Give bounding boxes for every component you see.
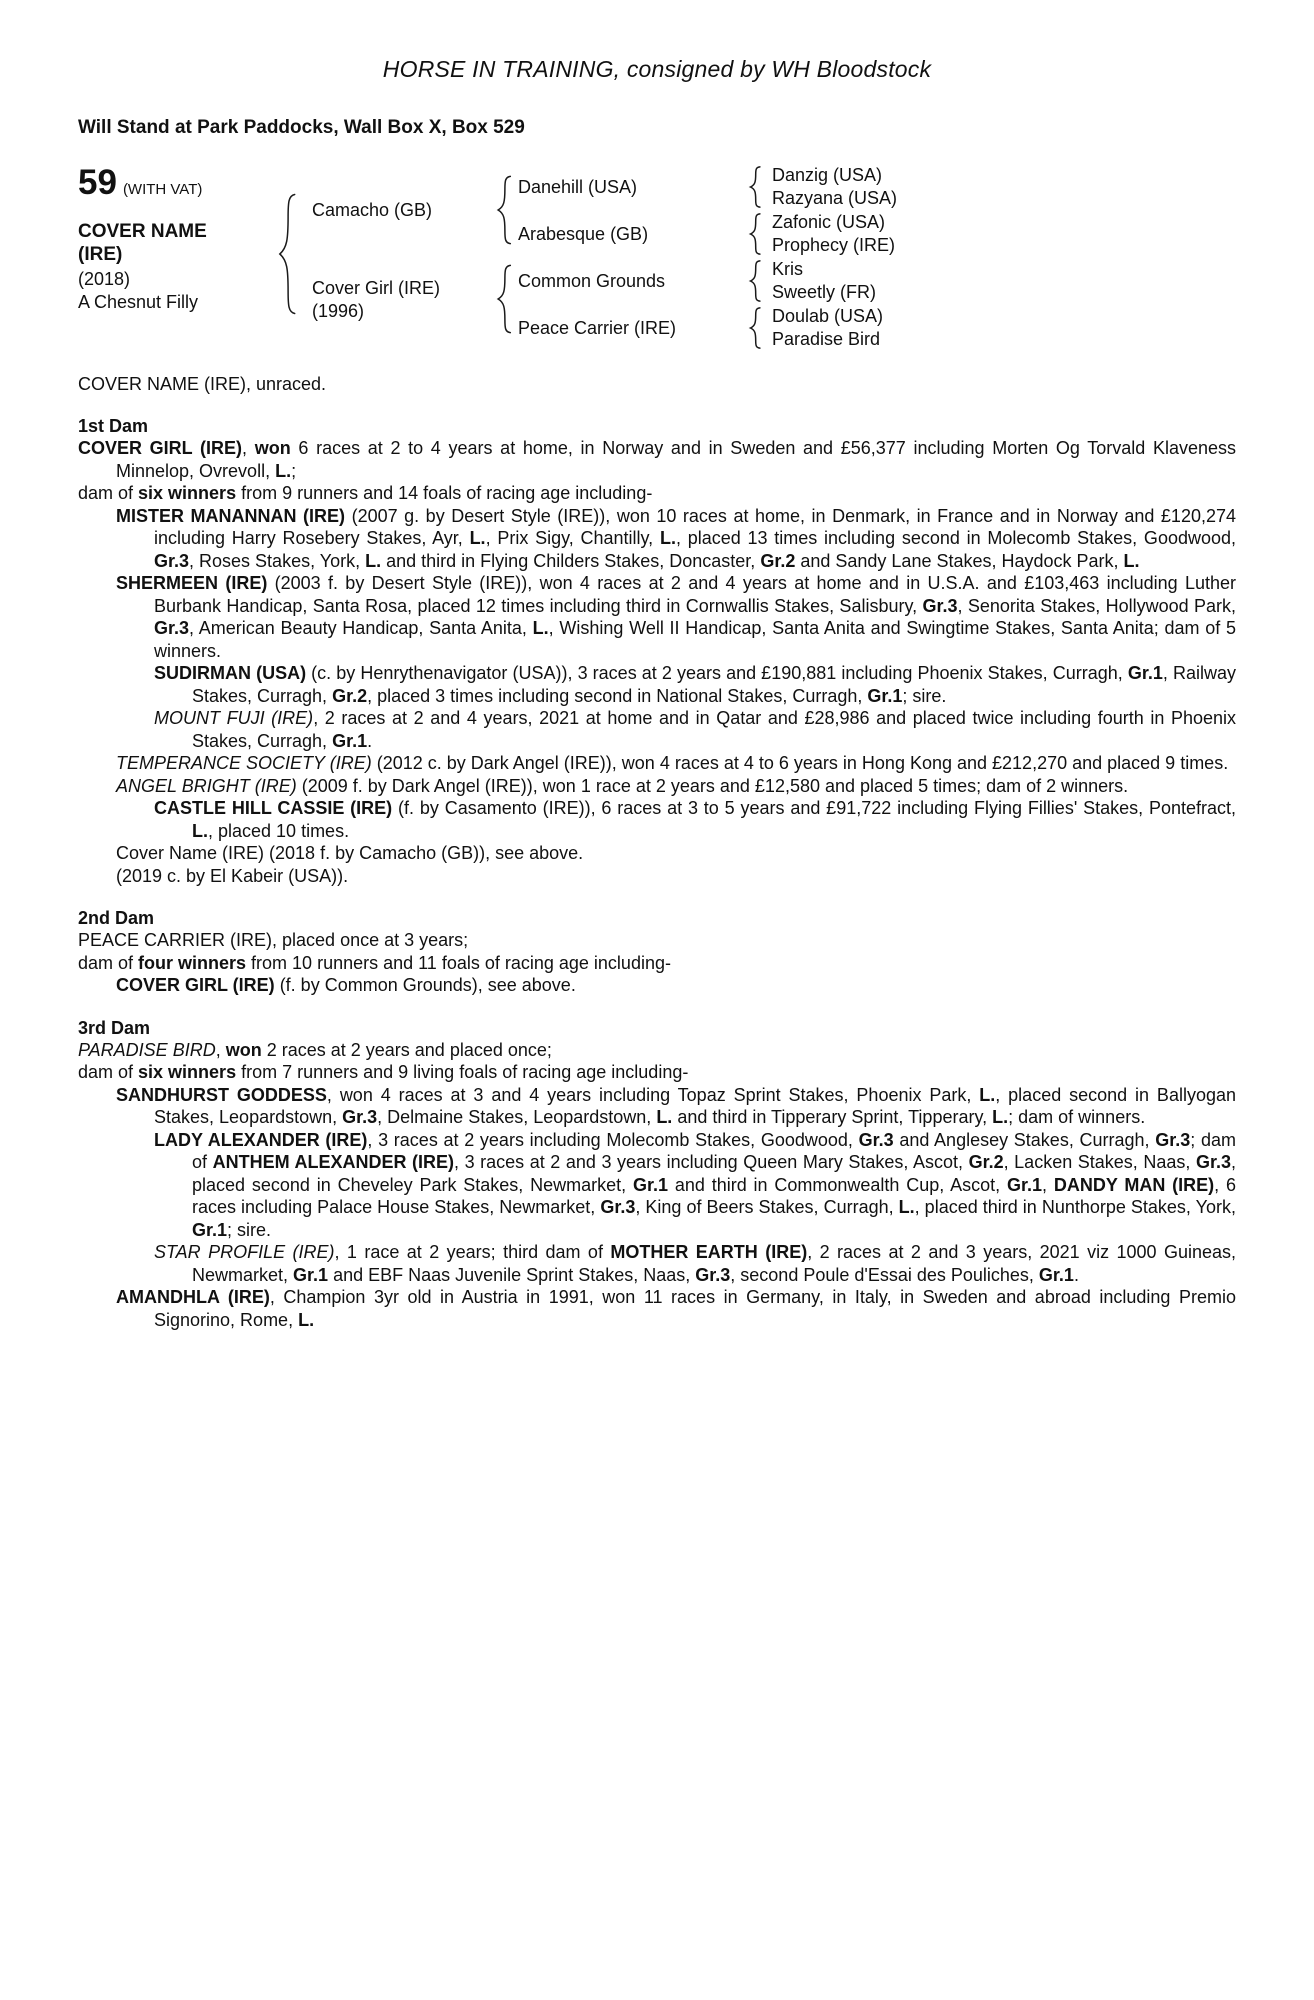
text-segment: , placed second in Cheveley Park Stakes, Newmarket, bbox=[192, 1152, 1236, 1195]
catalog-paragraph bbox=[78, 482, 1236, 505]
text-segment: , 6 races including Palace House Stakes, Newmarket, bbox=[192, 1174, 1236, 1217]
text-segment: (2012 c. by Dark Angel (IRE)), won 4 races at 4 to 6 years in Hong Kong and £212,270 and placed 9 times. bbox=[371, 753, 1229, 773]
text-segment: ; bbox=[291, 460, 297, 481]
catalog-paragraph bbox=[116, 1084, 1236, 1129]
text-segment: , 2 races at 2 and 3 years, 2021 viz 1000 Guineas, Newmarket, bbox=[192, 1242, 1237, 1285]
section-heading: 3rd Dam bbox=[78, 1017, 151, 1038]
great-grandparent-name: Danzig (USA) bbox=[772, 165, 883, 185]
text-segment: . bbox=[1073, 1264, 1079, 1285]
catalog-paragraph bbox=[154, 797, 1237, 842]
text-segment: four winners bbox=[138, 952, 247, 973]
catalog-paragraph bbox=[78, 1061, 1236, 1084]
section-body bbox=[78, 1039, 1236, 1332]
text-segment: , 3 races at 2 and 3 years including Queen Mary Stakes, Ascot, bbox=[454, 1152, 969, 1172]
text-segment: , Lacken Stakes, Naas, bbox=[1003, 1152, 1196, 1172]
text-segment: L. bbox=[365, 550, 382, 571]
text-segment: SHERMEEN (IRE) bbox=[116, 573, 268, 593]
text-segment: (f. by Casamento (IRE)), 6 races at 3 to 5 years and £91,722 including Flying Fillies' Stakes, Pontefract, bbox=[392, 798, 1237, 818]
race-record: COVER NAME (IRE), unraced. bbox=[78, 374, 327, 394]
text-segment: (2003 f. by Desert Style (IRE)), won 4 races at 2 and 4 years at home and in U.S.A. and £103,463 including Luther Burbank Handicap, Santa Rosa, placed 12 times including third in Cornwallis Stakes, Salisbury, bbox=[154, 573, 1236, 616]
text-segment: , Delmaine Stakes, Leopardstown, bbox=[377, 1107, 657, 1127]
text-segment: , Railway Stakes, Curragh, bbox=[192, 663, 1236, 706]
text-segment: , placed 10 times. bbox=[208, 820, 350, 841]
text-segment: , second Poule d'Essai des Pouliches, bbox=[730, 1264, 1039, 1285]
text-segment: dam of bbox=[78, 952, 139, 973]
text-segment: Gr.1 bbox=[632, 1174, 669, 1195]
text-segment: , won 4 races at 3 and 4 years including Topaz Sprint Stakes, Phoenix Park, bbox=[326, 1084, 980, 1105]
text-segment: L. bbox=[469, 528, 486, 548]
text-segment: Gr.3 bbox=[858, 1129, 894, 1150]
great-grandparent-name: Doulab (USA) bbox=[772, 306, 884, 326]
text-segment: from 10 runners and 11 foals of racing age including- bbox=[246, 952, 671, 973]
text-segment: PARADISE BIRD bbox=[78, 1039, 216, 1060]
text-segment: LADY ALEXANDER (IRE) bbox=[154, 1129, 368, 1150]
text-segment: L. bbox=[992, 1107, 1009, 1127]
text-segment: , bbox=[215, 1039, 226, 1060]
text-segment: won bbox=[254, 438, 291, 458]
text-segment: L. bbox=[656, 1107, 673, 1127]
text-segment: and third in Tipperary Sprint, Tipperary, bbox=[672, 1107, 993, 1127]
catalog-paragraph bbox=[154, 662, 1236, 707]
text-segment: SUDIRMAN (USA) bbox=[154, 663, 307, 683]
horse-year: (2018) bbox=[78, 269, 131, 289]
dam-name: Cover Girl (IRE) bbox=[312, 278, 441, 298]
pedigree-brace-icon bbox=[276, 192, 298, 316]
text-segment: Gr.3 bbox=[1195, 1152, 1231, 1172]
text-segment: MISTER MANANNAN (IRE) bbox=[116, 505, 346, 526]
text-segment: ; dam of winners. bbox=[1008, 1107, 1146, 1127]
text-segment: ; dam of bbox=[192, 1129, 1236, 1172]
horse-name: COVER NAME bbox=[78, 221, 207, 242]
text-segment: L. bbox=[192, 820, 208, 841]
text-segment: Gr.2 bbox=[760, 550, 796, 571]
dam-sire-name: Common Grounds bbox=[518, 271, 666, 291]
text-segment: , 1 race at 2 years; third dam of bbox=[334, 1242, 611, 1262]
dam-dam-name: Peace Carrier (IRE) bbox=[518, 318, 677, 338]
text-segment: PEACE CARRIER (IRE), placed once at 3 years; bbox=[78, 930, 469, 950]
text-segment: STAR PROFILE (IRE) bbox=[154, 1242, 335, 1262]
text-segment: , Roses Stakes, York, bbox=[189, 550, 366, 571]
text-segment: Gr.1 bbox=[1038, 1264, 1074, 1285]
pedigree-brace-icon bbox=[495, 175, 513, 245]
catalog-paragraph bbox=[116, 865, 1236, 888]
text-segment: (2009 f. by Dark Angel (IRE)), won 1 race at 2 years and £12,580 and placed 5 times; dam of 2 winners. bbox=[296, 775, 1129, 796]
text-segment: COVER GIRL (IRE) bbox=[78, 438, 243, 458]
text-segment: (2019 c. by El Kabeir (USA)). bbox=[116, 865, 349, 886]
catalog-paragraph bbox=[116, 505, 1237, 573]
text-segment: Gr.1 bbox=[192, 1219, 228, 1240]
text-segment: SANDHURST GODDESS bbox=[116, 1084, 327, 1105]
pedigree-brace-icon bbox=[748, 166, 762, 208]
text-segment: Gr.1 bbox=[867, 685, 903, 706]
text-segment: Gr.1 bbox=[332, 730, 368, 751]
page-title: HORSE IN TRAINING, consigned by WH Bloodstock bbox=[382, 56, 932, 82]
pedigree-brace-icon bbox=[748, 213, 762, 255]
text-segment: , 2 races at 2 and 4 years, 2021 at home and in Qatar and £28,986 and placed twice including fourth in Phoenix Stakes, Curragh, bbox=[192, 708, 1236, 751]
dam-year: (1996) bbox=[312, 301, 365, 321]
text-segment: won bbox=[225, 1039, 262, 1060]
text-segment: L. bbox=[298, 1309, 315, 1330]
great-grandparent-name: Zafonic (USA) bbox=[772, 212, 886, 232]
text-segment: Gr.3 bbox=[342, 1107, 378, 1127]
text-segment: (c. by Henrythenavigator (USA)), 3 races at 2 years and £190,881 including Phoenix Stakes, Curragh, bbox=[306, 663, 1128, 683]
sire-name: Camacho (GB) bbox=[312, 200, 433, 220]
text-segment: Gr.1 bbox=[293, 1264, 329, 1285]
text-segment: L. bbox=[275, 460, 292, 481]
vat-note: (WITH VAT) bbox=[122, 181, 203, 198]
text-segment: , placed third in Nunthorpe Stakes, York, bbox=[914, 1197, 1236, 1217]
text-segment: TEMPERANCE SOCIETY (IRE) bbox=[116, 753, 372, 773]
text-segment: , placed second in Ballyogan Stakes, Leopardstown, bbox=[154, 1084, 1236, 1127]
text-segment: Gr.3 bbox=[154, 550, 190, 571]
text-segment: ANGEL BRIGHT (IRE) bbox=[116, 775, 297, 796]
text-segment: ANTHEM ALEXANDER (IRE) bbox=[212, 1152, 455, 1172]
catalog-paragraph bbox=[154, 1241, 1237, 1286]
text-segment: Gr.3 bbox=[1155, 1129, 1191, 1150]
text-segment: and Anglesey Stakes, Curragh, bbox=[893, 1129, 1156, 1150]
text-segment: ; sire. bbox=[902, 685, 947, 706]
text-segment: L. bbox=[532, 618, 549, 638]
section-heading: 2nd Dam bbox=[78, 908, 155, 928]
great-grandparent-name: Prophecy (IRE) bbox=[772, 235, 896, 255]
text-segment: , King of Beers Stakes, Curragh, bbox=[635, 1197, 899, 1217]
catalog-paragraph bbox=[78, 952, 1236, 975]
text-segment: and Sandy Lane Stakes, Haydock Park, bbox=[795, 550, 1124, 571]
text-segment: six winners bbox=[138, 483, 237, 503]
text-segment: (f. by Common Grounds), see above. bbox=[274, 975, 576, 995]
text-segment: , placed 3 times including second in National Stakes, Curragh, bbox=[367, 685, 868, 706]
text-segment: , Senorita Stakes, Hollywood Park, bbox=[957, 595, 1236, 616]
text-segment: L. bbox=[898, 1197, 915, 1217]
text-segment: , Prix Sigy, Chantilly, bbox=[485, 528, 660, 548]
text-segment: Gr.3 bbox=[154, 618, 190, 638]
text-segment: MOTHER EARTH (IRE) bbox=[610, 1242, 808, 1262]
great-grandparent-name: Kris bbox=[772, 259, 803, 279]
text-segment: Gr.2 bbox=[332, 685, 368, 706]
text-segment: L. bbox=[1123, 550, 1140, 571]
text-segment: L. bbox=[659, 528, 676, 548]
text-segment: Gr.2 bbox=[968, 1152, 1004, 1172]
text-segment: , placed 13 times including second in Molecomb Stakes, Goodwood, bbox=[675, 528, 1237, 548]
text-segment: from 9 runners and 14 foals of racing age including- bbox=[236, 483, 653, 503]
text-segment: Gr.1 bbox=[1006, 1174, 1042, 1195]
pedigree-brace-icon bbox=[748, 307, 762, 349]
text-segment: , bbox=[242, 438, 255, 458]
lot-header bbox=[78, 165, 202, 201]
text-segment: , American Beauty Handicap, Santa Anita, bbox=[189, 618, 533, 638]
text-segment: L. bbox=[979, 1084, 996, 1105]
text-segment: from 7 runners and 9 living foals of racing age including- bbox=[236, 1062, 689, 1082]
section-1st-dam bbox=[78, 415, 1236, 887]
section-3rd-dam bbox=[78, 1017, 1236, 1332]
lot-number: 59 bbox=[78, 163, 117, 202]
catalog-paragraph bbox=[154, 1129, 1236, 1242]
text-segment: AMANDHLA (IRE) bbox=[116, 1287, 270, 1307]
catalog-paragraph bbox=[78, 437, 1236, 482]
pedigree-brace-icon bbox=[495, 264, 513, 334]
text-segment: Cover Name (IRE) (2018 f. by Camacho (GB)), see above. bbox=[116, 843, 584, 863]
text-segment: ; sire. bbox=[227, 1219, 272, 1240]
text-segment: , Champion 3yr old in Austria in 1991, won 11 races in Germany, in Italy, in Sweden and abroad including Premio Signorino, Rome, bbox=[154, 1287, 1236, 1330]
section-heading: 1st Dam bbox=[78, 416, 149, 436]
text-segment: MOUNT FUJI (IRE) bbox=[154, 708, 314, 728]
text-segment: Gr.1 bbox=[1127, 663, 1163, 683]
section-body bbox=[78, 437, 1236, 887]
pedigree-brace-icon bbox=[748, 260, 762, 302]
text-segment: and EBF Naas Juvenile Sprint Stakes, Naas, bbox=[328, 1264, 696, 1285]
text-segment: COVER GIRL (IRE) bbox=[116, 975, 275, 995]
catalog-paragraph bbox=[116, 752, 1236, 775]
text-segment: CASTLE HILL CASSIE (IRE) bbox=[154, 798, 393, 818]
catalog-paragraph bbox=[78, 929, 1236, 952]
catalog-paragraph bbox=[116, 974, 1236, 997]
great-grandparent-name: Paradise Bird bbox=[772, 329, 881, 349]
catalog-paragraph bbox=[154, 707, 1236, 752]
catalog-paragraph bbox=[116, 1286, 1236, 1331]
text-segment: (2007 g. by Desert Style (IRE)), won 10 races at home, in Denmark, in France and in Norway and £120,274 including Harry Rosebery Stakes, Ayr, bbox=[154, 505, 1236, 548]
text-segment: . bbox=[367, 730, 373, 751]
text-segment: DANDY MAN (IRE) bbox=[1053, 1174, 1215, 1195]
section-body bbox=[78, 929, 1236, 997]
text-segment: Gr.3 bbox=[922, 595, 958, 616]
text-segment: Gr.3 bbox=[600, 1197, 636, 1217]
horse-description: A Chesnut Filly bbox=[78, 292, 199, 312]
catalog-paragraph bbox=[116, 775, 1236, 798]
text-segment: and third in Commonwealth Cup, Ascot, bbox=[668, 1174, 1007, 1195]
text-segment: , Wishing Well II Handicap, Santa Anita and Swingtime Stakes, Santa Anita; dam of 5 winners. bbox=[154, 618, 1236, 661]
great-grandparent-name: Sweetly (FR) bbox=[772, 282, 877, 302]
text-segment: 6 races at 2 to 4 years at home, in Norway and in Sweden and £56,377 including Morten Og Torvald Klaveness Minnelop, Ovrevoll, bbox=[116, 438, 1236, 481]
catalog-paragraph bbox=[116, 842, 1236, 865]
pedigree-diagram bbox=[78, 159, 1236, 359]
text-segment: six winners bbox=[138, 1062, 237, 1082]
text-segment: , bbox=[1042, 1174, 1054, 1195]
text-segment: , 3 races at 2 years including Molecomb Stakes, Goodwood, bbox=[367, 1129, 859, 1150]
text-segment: Gr.3 bbox=[695, 1264, 731, 1285]
text-segment: dam of bbox=[78, 1062, 139, 1082]
text-segment: dam of bbox=[78, 483, 139, 503]
catalog-paragraph bbox=[78, 1039, 1236, 1062]
section-2nd-dam bbox=[78, 907, 1236, 997]
text-segment: 2 races at 2 years and placed once; bbox=[261, 1039, 552, 1060]
catalog-paragraph bbox=[116, 572, 1236, 662]
horse-name-country: (IRE) bbox=[78, 244, 123, 265]
stand-location: Will Stand at Park Paddocks, Wall Box X, Box 529 bbox=[78, 117, 525, 138]
text-segment: and third in Flying Childers Stakes, Doncaster, bbox=[381, 550, 761, 571]
great-grandparent-name: Razyana (USA) bbox=[772, 188, 898, 208]
sire-sire-name: Danehill (USA) bbox=[518, 177, 638, 197]
sire-dam-name: Arabesque (GB) bbox=[518, 224, 649, 244]
